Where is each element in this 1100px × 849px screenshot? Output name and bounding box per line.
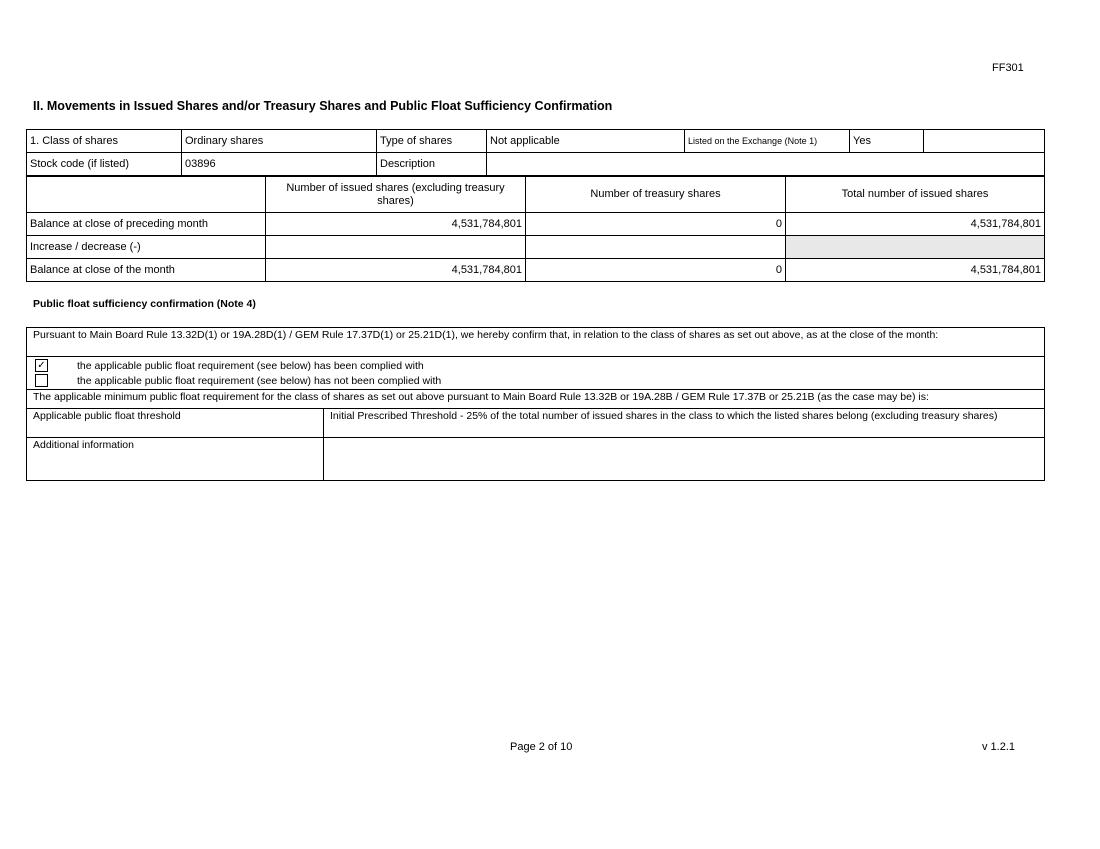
- row-label: Balance at close of preceding month: [27, 213, 266, 236]
- row-total: 4,531,784,801: [786, 213, 1045, 236]
- row-total: 4,531,784,801: [786, 259, 1045, 282]
- public-float-heading: Public float sufficiency confirmation (Note 4): [33, 298, 256, 310]
- threshold-label: Applicable public float threshold: [27, 409, 324, 438]
- public-float-table: [26, 327, 1045, 481]
- form-code: FF301: [992, 62, 1024, 74]
- requirement-text: The applicable minimum public float requirement for the class of shares as set out above pursuant to Main Board Rule 13.32B or 19A.28B / GEM Rule 17.37B or 25.21B (as the case may be) is:: [27, 390, 1045, 409]
- stock-code-label: Stock code (if listed): [27, 153, 182, 176]
- version-label: v 1.2.1: [982, 741, 1016, 753]
- listed-value: Yes: [850, 130, 924, 153]
- row-total: [786, 236, 1045, 259]
- class-of-shares-table: [26, 129, 1045, 176]
- additional-info-value: [324, 438, 1045, 481]
- class-label: 1. Class of shares: [27, 130, 182, 153]
- options-row: [27, 357, 1045, 390]
- col-treasury-header: Number of treasury shares: [526, 177, 786, 213]
- movements-corner-cell: [27, 177, 266, 213]
- compliance-options: [27, 357, 1045, 390]
- movements-header-row: [27, 177, 1045, 213]
- option-not-complied-label: the applicable public float requirement (see below) has not been complied with: [77, 374, 442, 387]
- row-treasury: 0: [526, 259, 786, 282]
- movements-table: [26, 176, 1045, 282]
- stock-code-value: 03896: [182, 153, 377, 176]
- row-issued: 4,531,784,801: [266, 259, 526, 282]
- statement-row: [27, 328, 1045, 357]
- type-label: Type of shares: [377, 130, 487, 153]
- table-row: [27, 236, 1045, 259]
- additional-info-label: Additional information: [27, 438, 324, 481]
- listed-label: Listed on the Exchange (Note 1): [685, 130, 850, 153]
- threshold-value: Initial Prescribed Threshold - 25% of the total number of issued shares in the class to which the listed shares belong (excluding treasury shares): [324, 409, 1045, 438]
- listed-extra: [924, 130, 1045, 153]
- type-value: Not applicable: [487, 130, 685, 153]
- public-float-statement: Pursuant to Main Board Rule 13.32D(1) or 19A.28D(1) / GEM Rule 17.37D(1) or 25.21D(1), we hereby confirm that, in relation to the class of shares as set out above, as at the close of the month:: [27, 328, 1045, 357]
- stock-code-row: [27, 153, 1045, 176]
- page-number: Page 2 of 10: [510, 741, 573, 753]
- row-treasury: 0: [526, 213, 786, 236]
- requirement-row: [27, 390, 1045, 409]
- option-complied-label: the applicable public float requirement (see below) has been complied with: [77, 359, 424, 372]
- description-label: Description: [377, 153, 487, 176]
- row-label: Increase / decrease (-): [27, 236, 266, 259]
- option-not-complied[interactable]: [35, 373, 1036, 388]
- class-row: [27, 130, 1045, 153]
- row-treasury: [526, 236, 786, 259]
- checkbox-not-complied[interactable]: [35, 374, 48, 387]
- additional-info-row: [27, 438, 1045, 481]
- row-label: Balance at close of the month: [27, 259, 266, 282]
- table-row: [27, 259, 1045, 282]
- table-row: [27, 213, 1045, 236]
- row-issued: [266, 236, 526, 259]
- option-complied[interactable]: [35, 358, 1036, 373]
- class-value: Ordinary shares: [182, 130, 377, 153]
- col-issued-header: Number of issued shares (excluding treasury shares): [266, 177, 526, 213]
- description-value: [487, 153, 1045, 176]
- section-title: II. Movements in Issued Shares and/or Treasury Shares and Public Float Sufficiency Confirmation: [33, 99, 613, 113]
- threshold-row: [27, 409, 1045, 438]
- row-issued: 4,531,784,801: [266, 213, 526, 236]
- checkbox-complied[interactable]: ✓: [35, 359, 48, 372]
- col-total-header: Total number of issued shares: [786, 177, 1045, 213]
